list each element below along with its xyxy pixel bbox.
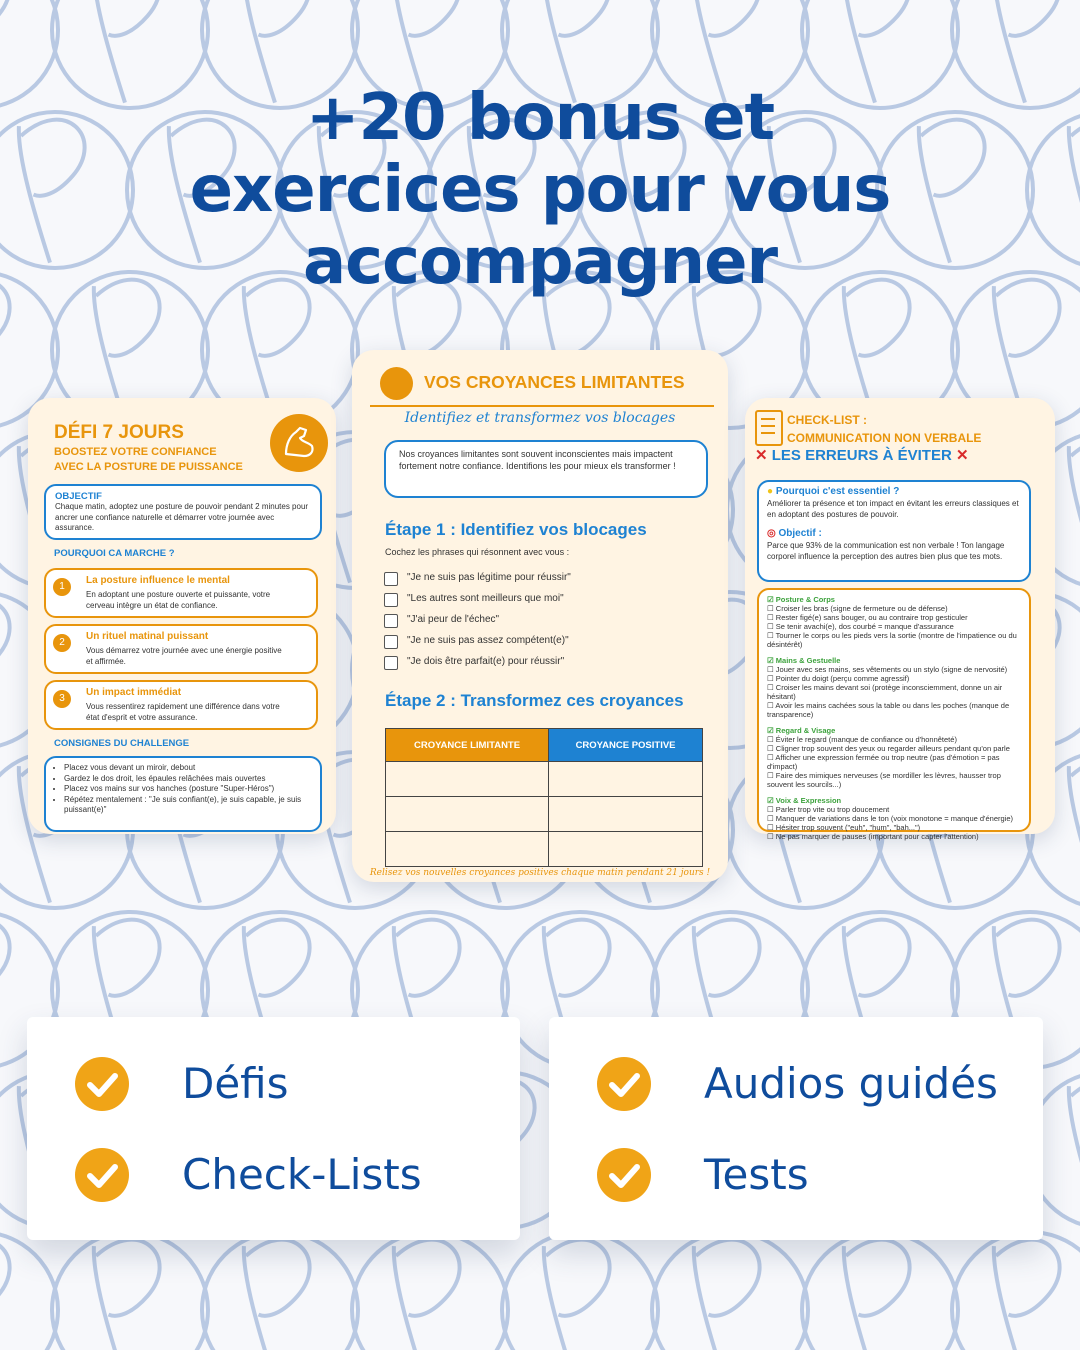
error-item[interactable]: ☐ Parler trop vite ou trop doucement — [767, 805, 890, 814]
rule-item: • Placez vous devant un miroir, debout — [64, 763, 312, 774]
checklist-title — [787, 411, 981, 447]
reason-2 — [44, 624, 318, 674]
objective-heading — [767, 528, 822, 539]
challenge-title: DÉFI 7 JOURS — [54, 422, 184, 443]
reason-number: 1 — [53, 578, 71, 596]
features-right-box — [549, 1017, 1043, 1240]
beliefs-footer: Relisez vos nouvelles croyances positives chaque matin pendant 21 jours ! — [369, 868, 711, 878]
reason-3 — [44, 680, 318, 730]
objective-label: OBJECTIF — [55, 491, 102, 502]
orange-dot-icon — [380, 367, 413, 400]
error-item[interactable]: ☐ Hésiter trop souvent ("euh", "hum", "bah...") — [767, 823, 921, 832]
rules-box — [44, 756, 322, 832]
belief-label: "Je ne suis pas assez compétent(e)" — [407, 635, 569, 646]
challenge-card — [28, 398, 336, 834]
flexed-arm-icon — [270, 414, 328, 472]
error-item[interactable]: ☐ Croiser les bras (signe de fermeture ou de défense) — [767, 604, 948, 613]
rules-list — [46, 763, 312, 816]
lightbulb-icon: ● — [767, 486, 774, 497]
table-cell[interactable] — [386, 762, 549, 797]
objective-box — [44, 484, 322, 540]
errors-box — [757, 588, 1031, 841]
headline-line-3: accompagner — [302, 225, 778, 299]
checklist-title-2: COMMUNICATION NON VERBALE — [787, 431, 982, 445]
belief-label: "J'ai peur de l'échec" — [407, 614, 500, 625]
why-text: Améliorer ta présence et ton impact en évitant les erreurs classiques et en adoptant des postures de pouvoir. — [767, 499, 1019, 519]
title-divider — [370, 405, 714, 407]
reason-title: Un rituel matinal puissant — [86, 631, 209, 642]
reason-text: Vous démarrez votre journée avec une énergie positive et affirmée. — [86, 646, 282, 666]
error-item[interactable]: ☐ Pointer du doigt (perçu comme agressif) — [767, 674, 910, 683]
error-item[interactable]: ☐ Ne pas marquer de pauses (important pour capter l'attention) — [767, 832, 979, 841]
objective-text: Parce que 93% de la communication est non verbale ! Ton langage corporel influence la perception des autres bien plus que tes mots. — [767, 541, 1005, 561]
headline — [0, 82, 1080, 298]
feature-label: Tests — [704, 1150, 809, 1199]
errors-list — [767, 595, 1025, 841]
error-item[interactable]: ☐ Manquer de variations dans le ton (voix monotone = manque d'énergie) — [767, 814, 1014, 823]
table-cell[interactable] — [549, 832, 703, 867]
error-item[interactable]: ☐ Avoir les mains cachées sous la table ou dans les poches (manque de transparence) — [767, 701, 1010, 719]
challenge-subtitle-1: BOOSTEZ VOTRE CONFIANCE — [54, 446, 217, 458]
why-label: POURQUOI CA MARCHE ? — [54, 548, 175, 559]
why-label: Pourquoi c'est essentiel ? — [775, 486, 900, 497]
check-circle-icon — [75, 1148, 129, 1202]
rule-item: • Gardez le dos droit, les épaules relâchées mais ouvertes — [64, 774, 312, 785]
objective-label: Objectif : — [778, 528, 822, 539]
error-item[interactable]: ☐ Jouer avec ses mains, ses vêtements ou un stylo (signe de nervosité) — [767, 665, 1008, 674]
belief-label: "Les autres sont meilleurs que moi" — [407, 593, 564, 604]
challenge-subtitle-2: AVEC LA POSTURE DE PUISSANCE — [54, 461, 243, 473]
table-cell[interactable] — [549, 762, 703, 797]
belief-label: "Je ne suis pas légitime pour réussir" — [407, 572, 571, 583]
table-cell[interactable] — [386, 832, 549, 867]
step-1-heading: Étape 1 : Identifiez vos blocages — [385, 520, 647, 539]
step-1-instruction: Cochez les phrases qui résonnent avec vous : — [385, 547, 570, 557]
beliefs-card — [352, 350, 728, 882]
checklist-title-3: LES ERREURS À ÉVITER — [771, 447, 952, 464]
error-section-heading: ☑ Mains & Gestuelle — [767, 656, 841, 665]
checklist-title-1: CHECK-LIST : — [787, 413, 867, 427]
error-item[interactable]: ☐ Se tenir avachi(e), dos courbé = manque d'assurance — [767, 622, 954, 631]
table-cell[interactable] — [549, 797, 703, 832]
check-circle-icon — [597, 1057, 651, 1111]
rule-item: • Répétez mentalement : "Je suis confiant(e), je suis capable, je suis puissant(e)" — [64, 795, 312, 816]
limiting-belief-header: CROYANCE LIMITANTE — [386, 729, 549, 762]
intro-text: Nos croyances limitantes sont souvent inconscientes mais impactent fortement notre confiance. Identifions les pour mieux els transformer ! — [399, 449, 676, 471]
feature-label: Check-Lists — [182, 1150, 422, 1199]
check-circle-icon — [75, 1057, 129, 1111]
error-item[interactable]: ☐ Cligner trop souvent des yeux ou regarder ailleurs pendant qu'on parle — [767, 744, 1010, 753]
red-cross-icon: ✕ — [955, 447, 969, 464]
feature-label: Défis — [182, 1059, 289, 1108]
rule-item: • Placez vos mains sur vos hanches (posture "Super-Héros") — [64, 784, 312, 795]
checklist-card — [745, 398, 1055, 841]
belief-checkbox[interactable] — [384, 656, 398, 670]
features-left-box — [27, 1017, 520, 1240]
reason-title: Un impact immédiat — [86, 687, 182, 698]
belief-checkbox[interactable] — [384, 593, 398, 607]
headline-line-2: exercices pour vous — [189, 153, 891, 227]
positive-belief-header: CROYANCE POSITIVE — [549, 729, 703, 762]
rules-label: CONSIGNES DU CHALLENGE — [54, 738, 190, 749]
belief-checkbox[interactable] — [384, 635, 398, 649]
why-box — [757, 480, 1031, 582]
reason-1 — [44, 568, 318, 618]
error-item[interactable]: ☐ Éviter le regard (manque de confiance ou d'honnêteté) — [767, 735, 957, 744]
red-cross-icon: ✕ — [755, 447, 768, 464]
error-item[interactable]: ☐ Tourner le corps ou les pieds vers la sortie (montre de l'impatience ou du désintérêt) — [767, 631, 1017, 649]
challenge-subtitle — [54, 445, 243, 475]
belief-checkbox[interactable] — [384, 614, 398, 628]
error-item[interactable]: ☐ Faire des mimiques nerveuses (se mordiller les lèvres, hausser trop souvent les sourcils...) — [767, 771, 1001, 789]
belief-checkbox[interactable] — [384, 572, 398, 586]
reason-text: En adoptant une posture ouverte et puissante, votre cerveau intègre un état de confiance. — [86, 590, 271, 610]
error-section-heading: ☑ Voix & Expression — [767, 796, 842, 805]
error-section-heading: ☑ Posture & Corps — [767, 595, 835, 604]
why-heading — [767, 486, 899, 497]
beliefs-script-subtitle: Identifiez et transformez vos blocages — [404, 410, 676, 426]
beliefs-title: VOS CROYANCES LIMITANTES — [424, 372, 685, 392]
reason-number: 2 — [53, 634, 71, 652]
reason-text: Vous ressentirez rapidement une différence dans votre état d'esprit et votre assurance. — [86, 702, 280, 722]
feature-label: Audios guidés — [704, 1059, 998, 1108]
checklist-title-3-row — [755, 446, 969, 464]
beliefs-table — [385, 728, 703, 867]
reason-number: 3 — [53, 690, 71, 708]
belief-label: "Je dois être parfait(e) pour réussir" — [407, 656, 565, 667]
intro-box — [384, 440, 708, 498]
target-icon: ◎ — [767, 528, 776, 539]
step-2-heading: Étape 2 : Transformez ces croyances — [385, 691, 684, 710]
headline-line-1: +20 bonus et — [305, 81, 775, 155]
table-cell[interactable] — [386, 797, 549, 832]
reason-title: La posture influence le mental — [86, 575, 230, 586]
clipboard-icon — [755, 410, 783, 446]
objective-text: Chaque matin, adoptez une posture de pouvoir pendant 2 minutes pour ancrer une confiance naturelle et démarrer votre journée avec assurance. — [55, 502, 309, 532]
error-item[interactable]: ☐ Afficher une expression fermée ou trop neutre (pas d'émotion = pas d'impact) — [767, 753, 1000, 771]
check-circle-icon — [597, 1148, 651, 1202]
error-item[interactable]: ☐ Croiser les mains devant soi (protège inconsciemment, donne un air hésitant) — [767, 683, 1003, 701]
error-item[interactable]: ☐ Rester figé(e) sans bouger, ou au contraire trop gesticuler — [767, 613, 968, 622]
error-section-heading: ☑ Regard & Visage — [767, 726, 836, 735]
